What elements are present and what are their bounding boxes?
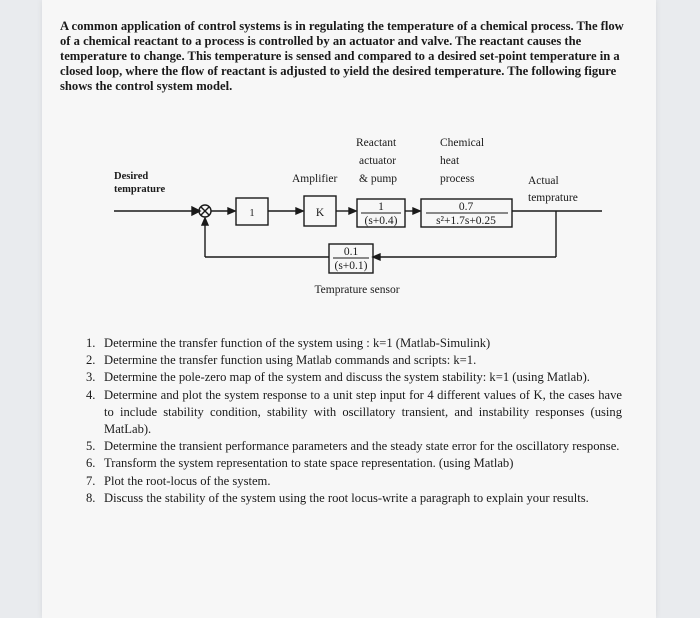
item-number: 5. (86, 439, 96, 454)
item-number: 2. (86, 353, 96, 368)
list-item (62, 473, 622, 490)
actuator-label-line1: Reactant (356, 137, 397, 149)
list-item (62, 490, 622, 507)
item-text: Transform the system representation to state space representation. (using Matlab) (104, 456, 514, 471)
list-item (62, 455, 622, 472)
intro-paragraph: A common application of control systems is in regulating the temperature of a chemical process. The flow of a chemical reactant to a process is controlled by an actuator and valve. The reactant causes the temperature to change. This temperature is sensed and compared to a desired set-point temperature in a closed loop, where the flow of reactant is adjusted to yield the desired temperature. The following figure shows the control system model. (60, 19, 624, 93)
item-text: Determine the pole-zero map of the system and discuss the system stability: k=1 (using Matlab). (104, 370, 590, 385)
actuator-denominator: (s+0.4) (364, 215, 398, 227)
item-text: Determine the transient performance parameters and the steady state error for the oscillatory response. (104, 439, 620, 454)
list-item (62, 438, 622, 455)
list-item (62, 352, 622, 369)
list-item (62, 369, 622, 386)
item-number: 4. (86, 387, 96, 402)
item-text: Determine the transfer function of the system using : k=1 (Matlab-Simulink) (104, 336, 491, 350)
sensor-denominator: (s+0.1) (334, 260, 368, 272)
question-list (62, 335, 622, 507)
process-label-line3: process (440, 173, 475, 185)
block-diagram (42, 130, 656, 302)
actuator-label-line3: & pump (359, 173, 398, 185)
actual-label-line2: temprature (528, 192, 578, 204)
process-label-line1: Chemical (440, 137, 485, 149)
item-text: Discuss the stability of the system using the root locus-write a paragraph to explain your results. (104, 490, 589, 505)
list-item (62, 387, 622, 439)
item-number: 8. (86, 490, 96, 505)
item-number: 3. (86, 370, 96, 385)
process-label-line2: heat (440, 155, 460, 167)
document-page (42, 0, 656, 618)
item-text: Determine and plot the system response to a unit step input for 4 different values of K, the cases have to include stability condition, stability with oscillatory transient, and instability responses (using MatLab). (104, 387, 622, 437)
actuator-label-line2: actuator (359, 155, 397, 167)
process-denominator: s²+1.7s+0.25 (436, 215, 496, 227)
item-number: 7. (86, 473, 96, 488)
desired-label-line1: Desired (114, 171, 149, 182)
sensor-numerator: 0.1 (343, 246, 359, 258)
amplifier-label: Amplifier (292, 173, 338, 185)
sensor-label: Temprature sensor (314, 284, 400, 296)
desired-label-line2: temprature (114, 184, 166, 195)
actuator-numerator: 1 (378, 201, 384, 213)
prefilter-value: 1 (249, 208, 255, 219)
item-text: Determine the transfer function using Matlab commands and scripts: k=1. (104, 353, 477, 368)
actual-label-line1: Actual (528, 175, 559, 187)
process-numerator: 0.7 (458, 201, 474, 213)
amplifier-gain: K (315, 207, 325, 219)
item-number: 1. (86, 336, 96, 350)
list-item (62, 335, 622, 352)
item-text: Plot the root-locus of the system. (104, 473, 271, 488)
item-number: 6. (86, 456, 96, 471)
